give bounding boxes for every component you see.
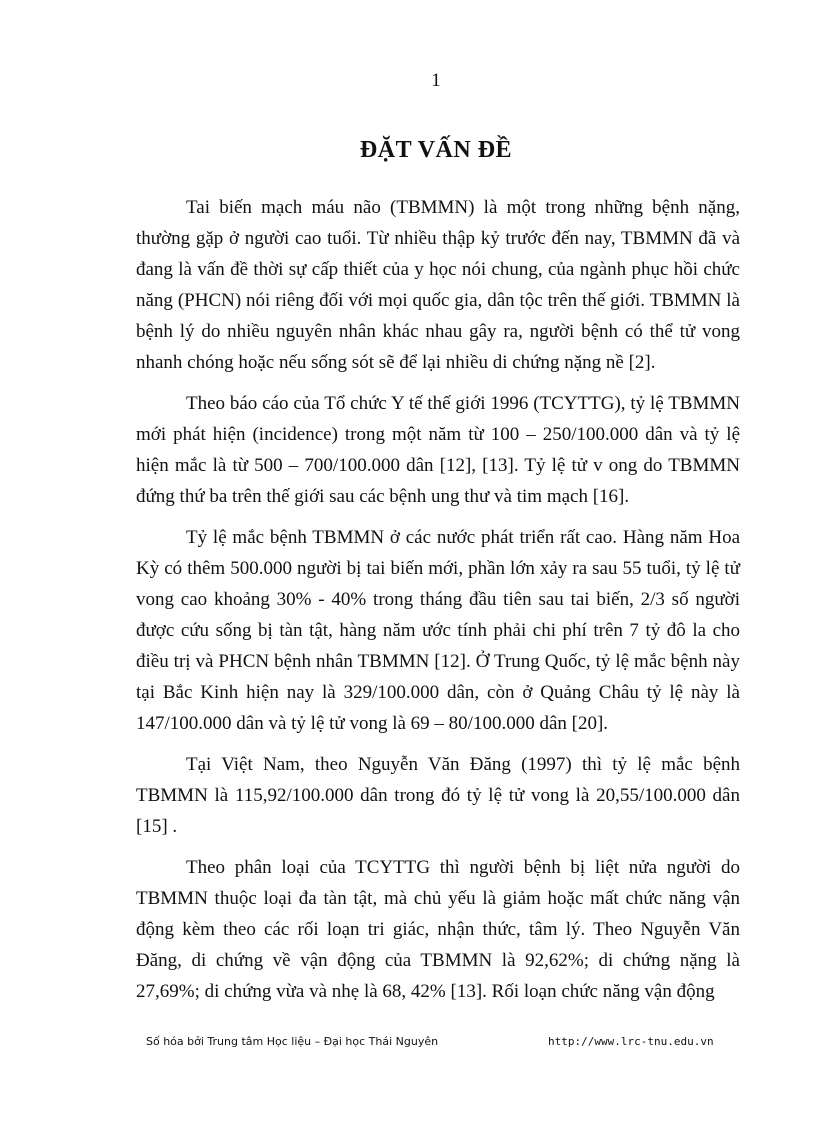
paragraph-who-report: Theo báo cáo của Tổ chức Y tế thế giới 1996 (TCYTTG), tỷ lệ TBMMN mới phát hiện (incidence) trong một năm từ 100 – 250/100.000 dân và tỷ lệ hiện mắc là từ 500 – 700/100.000 dân [12], [13]. Tỷ lệ tử v ong do TBMMN đứng thứ ba trên thế giới sau các bệnh ung thư và tim mạch [16]. <box>136 393 740 507</box>
paragraph-intro: Tai biến mạch máu não (TBMMN) là một trong những bệnh nặng, thường gặp ở người cao tuổi. Từ nhiều thập kỷ trước đến nay, TBMMN đã và đang là vấn đề thời sự cấp thiết của y học nói chung, của ngành phục hồi chức năng (PHCN) nói riêng đối với mọi quốc gia, dân tộc trên thế giới. TBMMN là bệnh lý do nhiều nguyên nhân khác nhau gây ra, người bệnh có thể tử vong nhanh chóng hoặc nếu sống sót sẽ để lại nhiều di chứng nặng nề [2]. <box>136 197 740 373</box>
page-number: 1 <box>431 70 441 91</box>
paragraph-developed-countries: Tỷ lệ mắc bệnh TBMMN ở các nước phát triển rất cao. Hàng năm Hoa Kỳ có thêm 500.000 người bị tai biến mới, phần lớn xảy ra sau 55 tuổi, tỷ lệ tử vong cao khoảng 30% - 40% trong tháng đầu tiên sau tai biến, 2/3 số người được cứu sống bị tàn tật, hàng năm ước tính phải chi phí trên 7 tỷ đô la cho điều trị và PHCN bệnh nhân TBMMN [12]. Ở Trung Quốc, tỷ lệ mắc bệnh này tại Bắc Kinh hiện nay là 329/100.000 dân, còn ở Quảng Châu tỷ lệ này là 147/100.000 dân và tỷ lệ tử vong là 69 – 80/100.000 dân [20]. <box>136 527 740 734</box>
footer-url: http://www.lrc-tnu.edu.vn <box>548 1035 714 1048</box>
page-title: ĐẶT VẤN ĐỀ <box>359 137 513 163</box>
document-body <box>136 192 740 1017</box>
paragraph-vietnam: Tại Việt Nam, theo Nguyễn Văn Đăng (1997) thì tỷ lệ mắc bệnh TBMMN là 115,92/100.000 dân trong đó tỷ lệ tử vong là 20,55/100.000 dân [15] . <box>136 754 740 837</box>
footer-source: Số hóa bởi Trung tâm Học liệu – Đại học Thái Nguyên <box>146 1035 439 1048</box>
paragraph-classification: Theo phân loại của TCYTTG thì người bệnh bị liệt nửa người do TBMMN thuộc loại đa tàn tật, mà chủ yếu là giảm hoặc mất chức năng vận động kèm theo các rối loạn tri giác, nhận thức, tâm lý. Theo Nguyễn Văn Đăng, di chứng về vận động của TBMMN là 92,62%; di chứng nặng là 27,69%; di chứng vừa và nhẹ là 68, 42% [13]. Rối loạn chức năng vận động <box>136 857 740 1002</box>
